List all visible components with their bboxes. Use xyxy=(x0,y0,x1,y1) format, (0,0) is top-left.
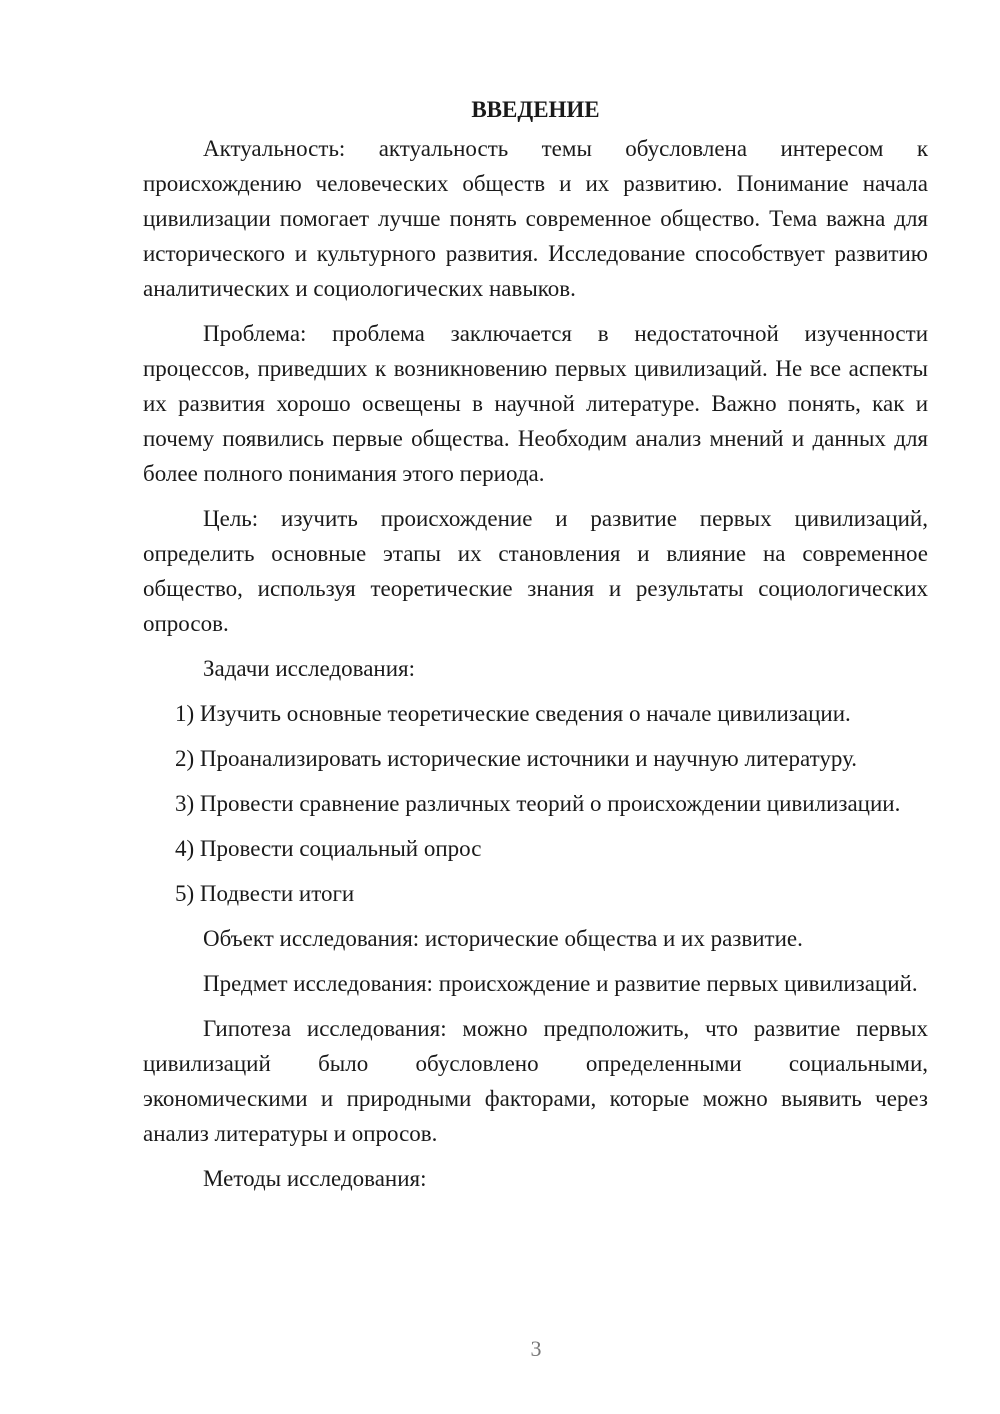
task-item-5: 5) Подвести итоги xyxy=(175,881,355,906)
paragraph-goal: Цель: изучить происхождение и развитие первых цивилизаций, определить основные этапы их становления и влияние на современное общество, используя теоретические знания и результаты социологических опросов. xyxy=(143,506,928,636)
task-item-4: 4) Провести социальный опрос xyxy=(175,836,482,861)
task-item-1: 1) Изучить основные теоретические сведения о начале цивилизации. xyxy=(175,701,851,726)
paragraph-hypothesis: Гипотеза исследования: можно предположить, что развитие первых цивилизаций было обусловлено определенными социальными, экономическими и природными факторами, которые можно выявить через анализ литературы и опросов. xyxy=(143,1016,928,1146)
methods-title: Методы исследования: xyxy=(203,1166,427,1191)
paragraph-subject: Предмет исследования: происхождение и развитие первых цивилизаций. xyxy=(203,971,918,996)
task-item-3: 3) Провести сравнение различных теорий о происхождении цивилизации. xyxy=(175,791,901,816)
paragraph-object: Объект исследования: исторические общества и их развитие. xyxy=(203,926,803,951)
task-item-2: 2) Проанализировать исторические источники и научную литературу. xyxy=(175,746,858,771)
paragraph-problem: Проблема: проблема заключается в недостаточной изученности процессов, приведших к возникновению первых цивилизаций. Не все аспекты их развития хорошо освещены в научной литературе. Важно понять, как и почему появились первые общества. Необходим анализ мнений и данных для более полного понимания этого периода. xyxy=(143,321,928,486)
page-number: 3 xyxy=(530,1336,542,1361)
section-heading: ВВЕДЕНИЕ xyxy=(471,97,600,122)
page-content xyxy=(143,92,928,1206)
paragraph-relevance: Актуальность: актуальность темы обусловлена интересом к происхождению человеческих обществ и их развитию. Понимание начала цивилизации помогает лучше понять современное общество. Тема важна для исторического и культурного развития. Исследование способствует развитию аналитических и социологических навыков. xyxy=(143,136,928,301)
tasks-title: Задачи исследования: xyxy=(203,656,416,681)
